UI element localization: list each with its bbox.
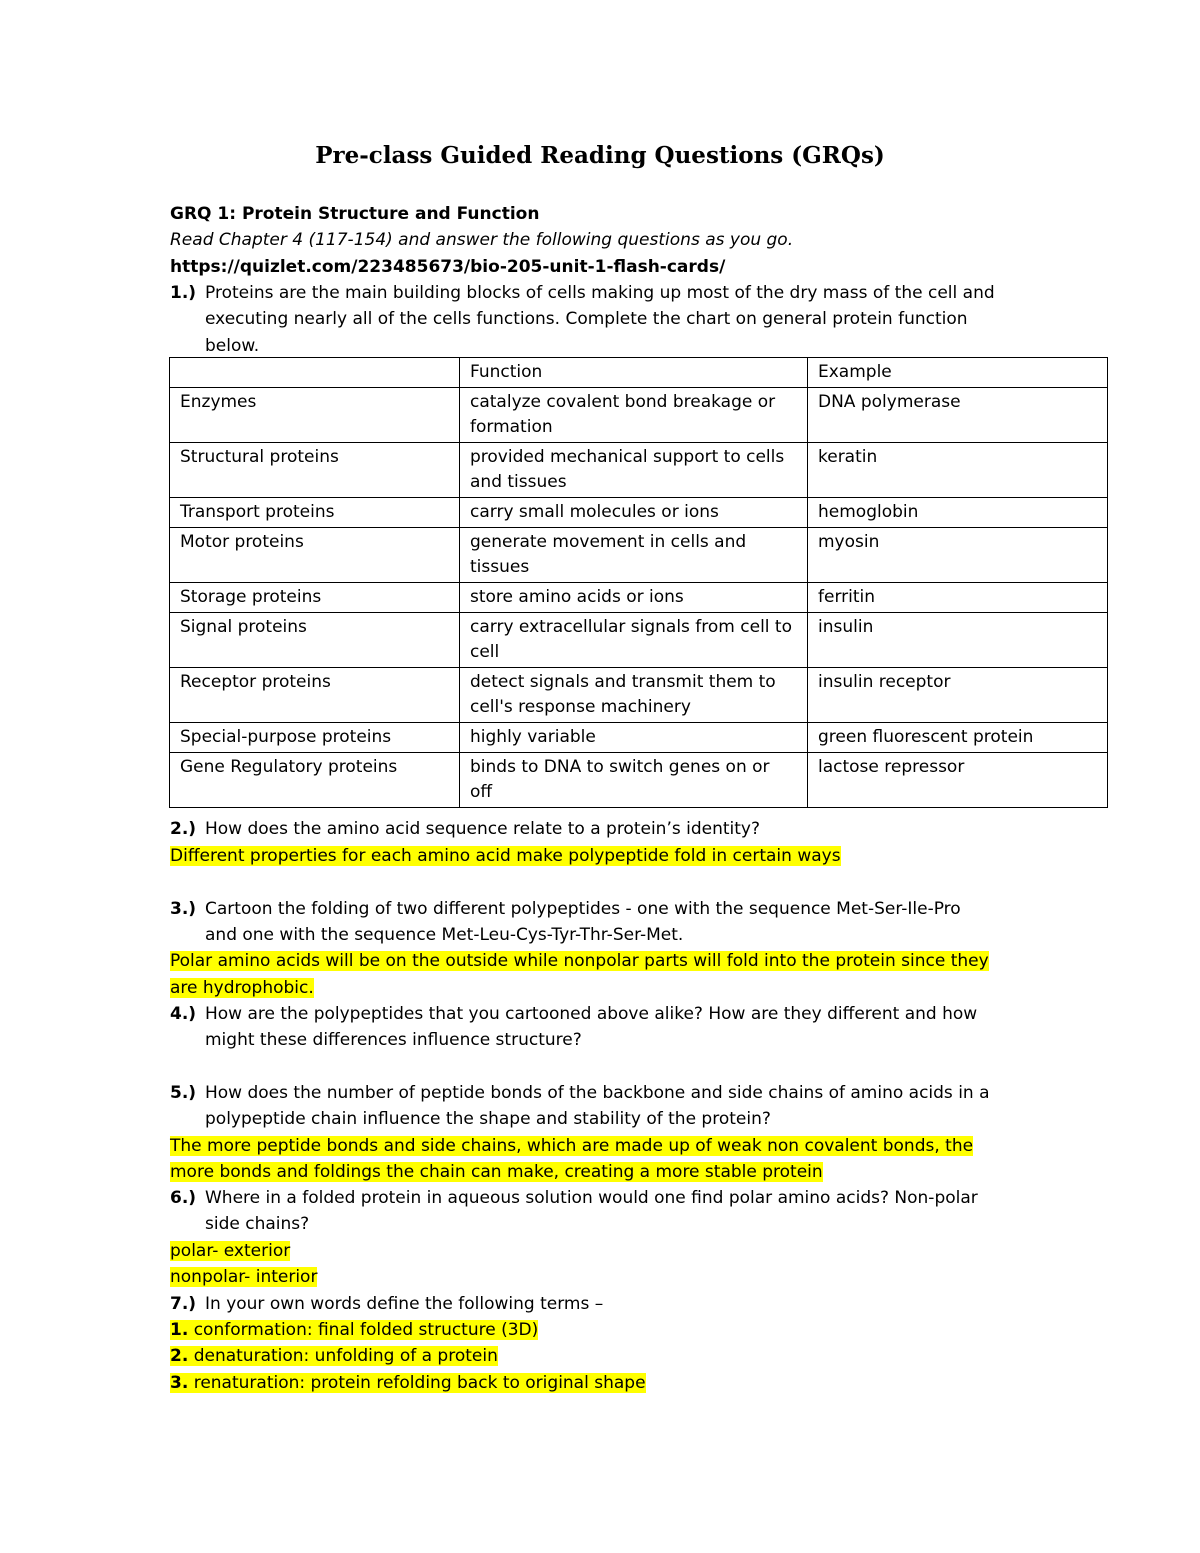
table-row xyxy=(170,583,1108,613)
table-header-row xyxy=(170,358,1108,388)
table-row xyxy=(170,528,1108,583)
table-cell: Enzymes xyxy=(170,388,460,443)
table-header-cell xyxy=(170,358,460,388)
table-cell: Transport proteins xyxy=(170,498,460,528)
question-3-number: 3.) xyxy=(170,899,197,919)
question-6-answer-line: nonpolar- interior xyxy=(170,1267,318,1287)
table-cell: Signal proteins xyxy=(170,613,460,668)
question-5-line: How does the number of peptide bonds of the backbone and side chains of amino acids in a xyxy=(205,1083,990,1103)
table-row xyxy=(170,753,1108,808)
table-cell: store amino acids or ions xyxy=(460,583,808,613)
table-cell: carry extracellular signals from cell to cell xyxy=(460,613,808,668)
table-cell: Special-purpose proteins xyxy=(170,723,460,753)
question-4-line: How are the polypeptides that you cartooned above alike? How are they different and how xyxy=(205,1004,978,1024)
table-cell: Gene Regulatory proteins xyxy=(170,753,460,808)
table-row xyxy=(170,723,1108,753)
table-row xyxy=(170,668,1108,723)
question-6-number: 6.) xyxy=(170,1188,197,1208)
section-heading: GRQ 1: Protein Structure and Function xyxy=(170,204,540,224)
table-cell: Receptor proteins xyxy=(170,668,460,723)
table-cell: lactose repressor xyxy=(808,753,1108,808)
table-cell: highly variable xyxy=(460,723,808,753)
table-header-cell: Example xyxy=(808,358,1108,388)
table-cell: detect signals and transmit them to cell's response machinery xyxy=(460,668,808,723)
term-text: renaturation: protein refolding back to original shape xyxy=(188,1373,646,1393)
question-6-answer-line: polar- exterior xyxy=(170,1241,291,1261)
table-cell: ferritin xyxy=(808,583,1108,613)
question-7-number: 7.) xyxy=(170,1294,197,1314)
table-row xyxy=(170,443,1108,498)
reading-instruction: Read Chapter 4 (117-154) and answer the following questions as you go. xyxy=(170,230,794,250)
term-number: 2. xyxy=(170,1346,189,1366)
question-2-answer: Different properties for each amino acid make polypeptide fold in certain ways xyxy=(170,846,841,866)
term-number: 1. xyxy=(170,1320,189,1340)
table-cell: green fluorescent protein xyxy=(808,723,1108,753)
question-3-answer-line: are hydrophobic. xyxy=(170,978,314,998)
question-3-line: and one with the sequence Met-Leu-Cys-Tyr-Thr-Ser-Met. xyxy=(205,925,684,945)
question-5-answer-line: more bonds and foldings the chain can make, creating a more stable protein xyxy=(170,1162,823,1182)
question-1-line: Proteins are the main building blocks of cells making up most of the dry mass of the cell and xyxy=(205,283,995,303)
table-row xyxy=(170,498,1108,528)
question-6-line: side chains? xyxy=(205,1214,310,1234)
table-row xyxy=(170,613,1108,668)
quizlet-link[interactable]: https://quizlet.com/223485673/bio-205-unit-1-flash-cards/ xyxy=(170,257,726,277)
question-3-line: Cartoon the folding of two different polypeptides - one with the sequence Met-Ser-Ile-Pro xyxy=(205,899,961,919)
question-6-line: Where in a folded protein in aqueous solution would one find polar amino acids? Non-polar xyxy=(205,1188,978,1208)
question-2-number: 2.) xyxy=(170,819,197,839)
table-cell: DNA polymerase xyxy=(808,388,1108,443)
question-3-answer-line: Polar amino acids will be on the outside while nonpolar parts will fold into the protein since they xyxy=(170,951,989,971)
question-1-number: 1.) xyxy=(170,283,197,303)
table-cell: Structural proteins xyxy=(170,443,460,498)
question-5-number: 5.) xyxy=(170,1083,197,1103)
question-4-number: 4.) xyxy=(170,1004,197,1024)
table-header-cell: Function xyxy=(460,358,808,388)
protein-function-table xyxy=(169,357,1108,808)
term-definition xyxy=(170,1346,498,1366)
table-cell: provided mechanical support to cells and tissues xyxy=(460,443,808,498)
term-definition xyxy=(170,1373,646,1393)
page-title: Pre-class Guided Reading Questions (GRQs) xyxy=(315,142,885,169)
question-7-text: In your own words define the following terms – xyxy=(205,1294,604,1314)
table-row xyxy=(170,388,1108,443)
question-1-line: below. xyxy=(205,336,260,356)
table-cell: Storage proteins xyxy=(170,583,460,613)
term-text: denaturation: unfolding of a protein xyxy=(188,1346,498,1366)
question-2-text: How does the amino acid sequence relate to a protein’s identity? xyxy=(205,819,761,839)
question-5-line: polypeptide chain influence the shape and stability of the protein? xyxy=(205,1109,771,1129)
table-cell: carry small molecules or ions xyxy=(460,498,808,528)
table-cell: hemoglobin xyxy=(808,498,1108,528)
table-cell: binds to DNA to switch genes on or off xyxy=(460,753,808,808)
table-cell: generate movement in cells and tissues xyxy=(460,528,808,583)
question-5-answer-line: The more peptide bonds and side chains, which are made up of weak non covalent bonds, the xyxy=(170,1136,974,1156)
table-cell: insulin receptor xyxy=(808,668,1108,723)
term-definition xyxy=(170,1320,538,1340)
term-number: 3. xyxy=(170,1373,189,1393)
question-4-line: might these differences influence structure? xyxy=(205,1030,582,1050)
table-cell: insulin xyxy=(808,613,1108,668)
table-cell: catalyze covalent bond breakage or formation xyxy=(460,388,808,443)
term-text: conformation: final folded structure (3D) xyxy=(188,1320,539,1340)
table-cell: myosin xyxy=(808,528,1108,583)
table-cell: keratin xyxy=(808,443,1108,498)
question-1-line: executing nearly all of the cells functions. Complete the chart on general protein function xyxy=(205,309,968,329)
table-cell: Motor proteins xyxy=(170,528,460,583)
